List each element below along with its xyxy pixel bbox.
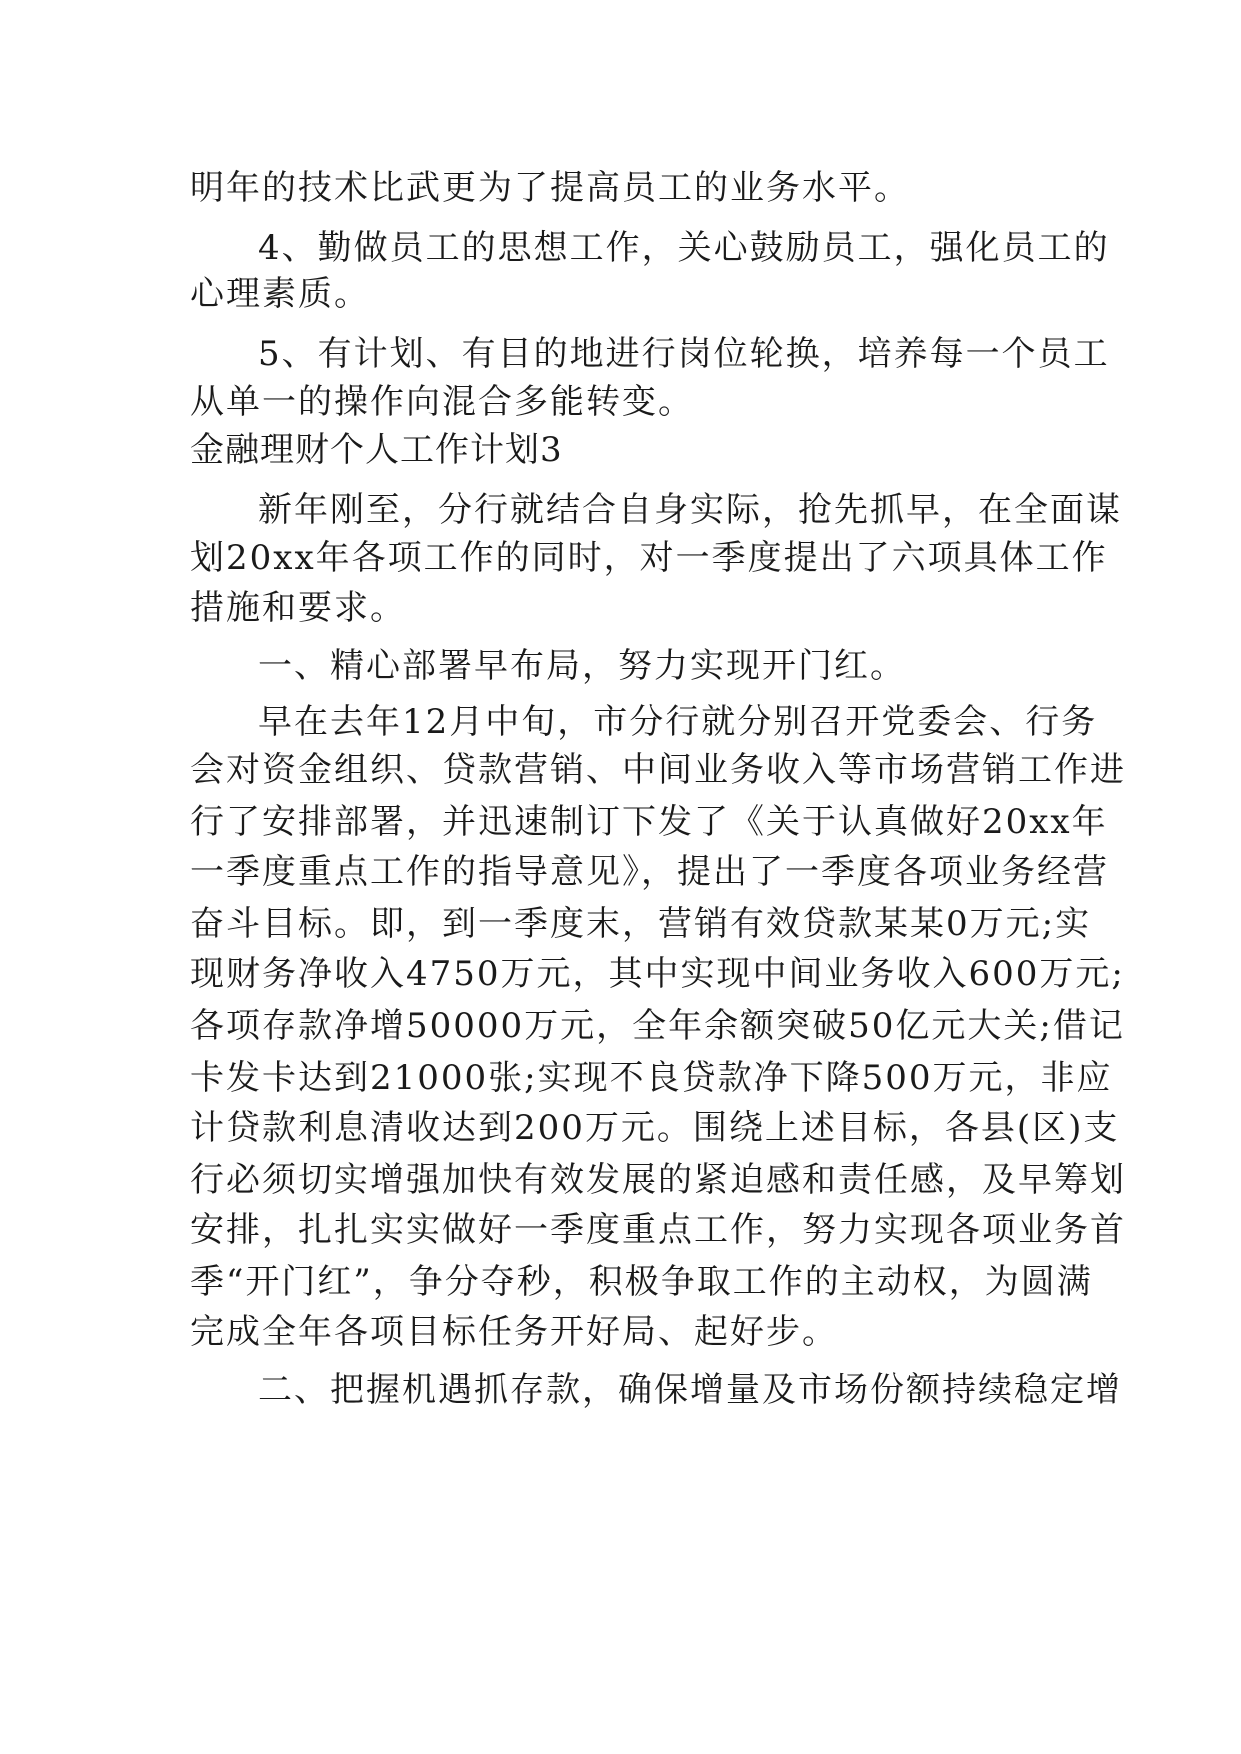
text-line: 一、精心部署早布局，努力实现开门红。: [258, 646, 906, 686]
text-line: 安排，扎扎实实做好一季度重点工作，努力实现各项业务首: [190, 1210, 1126, 1250]
text-line: 卡发卡达到21000张;实现不良贷款净下降500万元，非应: [190, 1058, 1113, 1098]
text-line: 心理素质。: [190, 274, 370, 314]
text-line: 从单一的操作向混合多能转变。: [190, 382, 694, 422]
text-line: 划20xx年各项工作的同时，对一季度提出了六项具体工作: [190, 538, 1108, 578]
text-line: 5、有计划、有目的地进行岗位轮换，培养每一个员工: [258, 334, 1110, 374]
text-line: 各项存款净增50000万元，全年余额突破50亿元大关;借记: [190, 1006, 1125, 1046]
text-line: 现财务净收入4750万元，其中实现中间业务收入600万元;: [190, 954, 1125, 994]
text-line: 季“开门红”，争分夺秒，积极争取工作的主动权，为圆满: [190, 1262, 1093, 1302]
text-line: 明年的技术比武更为了提高员工的业务水平。: [190, 168, 910, 208]
text-line: 新年刚至，分行就结合自身实际，抢先抓早，在全面谋: [258, 490, 1122, 530]
section-title: 金融理财个人工作计划3: [190, 430, 563, 470]
text-line: 4、勤做员工的思想工作，关心鼓励员工，强化员工的: [258, 228, 1110, 268]
text-line: 措施和要求。: [190, 588, 406, 628]
text-line: 一季度重点工作的指导意见》，提出了一季度各项业务经营: [190, 852, 1109, 892]
text-line: 行了安排部署，并迅速制订下发了《关于认真做好20xx年: [190, 802, 1108, 842]
text-line: 完成全年各项目标任务开好局、起好步。: [190, 1312, 838, 1352]
text-line: 计贷款利息清收达到200万元。围绕上述目标，各县(区)支: [190, 1108, 1120, 1148]
text-line: 会对资金组织、贷款营销、中间业务收入等市场营销工作进: [190, 750, 1126, 790]
text-line: 二、把握机遇抓存款，确保增量及市场份额持续稳定增: [258, 1370, 1122, 1410]
text-line: 行必须切实增强加快有效发展的紧迫感和责任感，及早筹划: [190, 1160, 1126, 1200]
text-line: 早在去年12月中旬，市分行就分别召开党委会、行务: [258, 702, 1098, 742]
text-line: 奋斗目标。即，到一季度末，营销有效贷款某某0万元;实: [190, 904, 1092, 944]
